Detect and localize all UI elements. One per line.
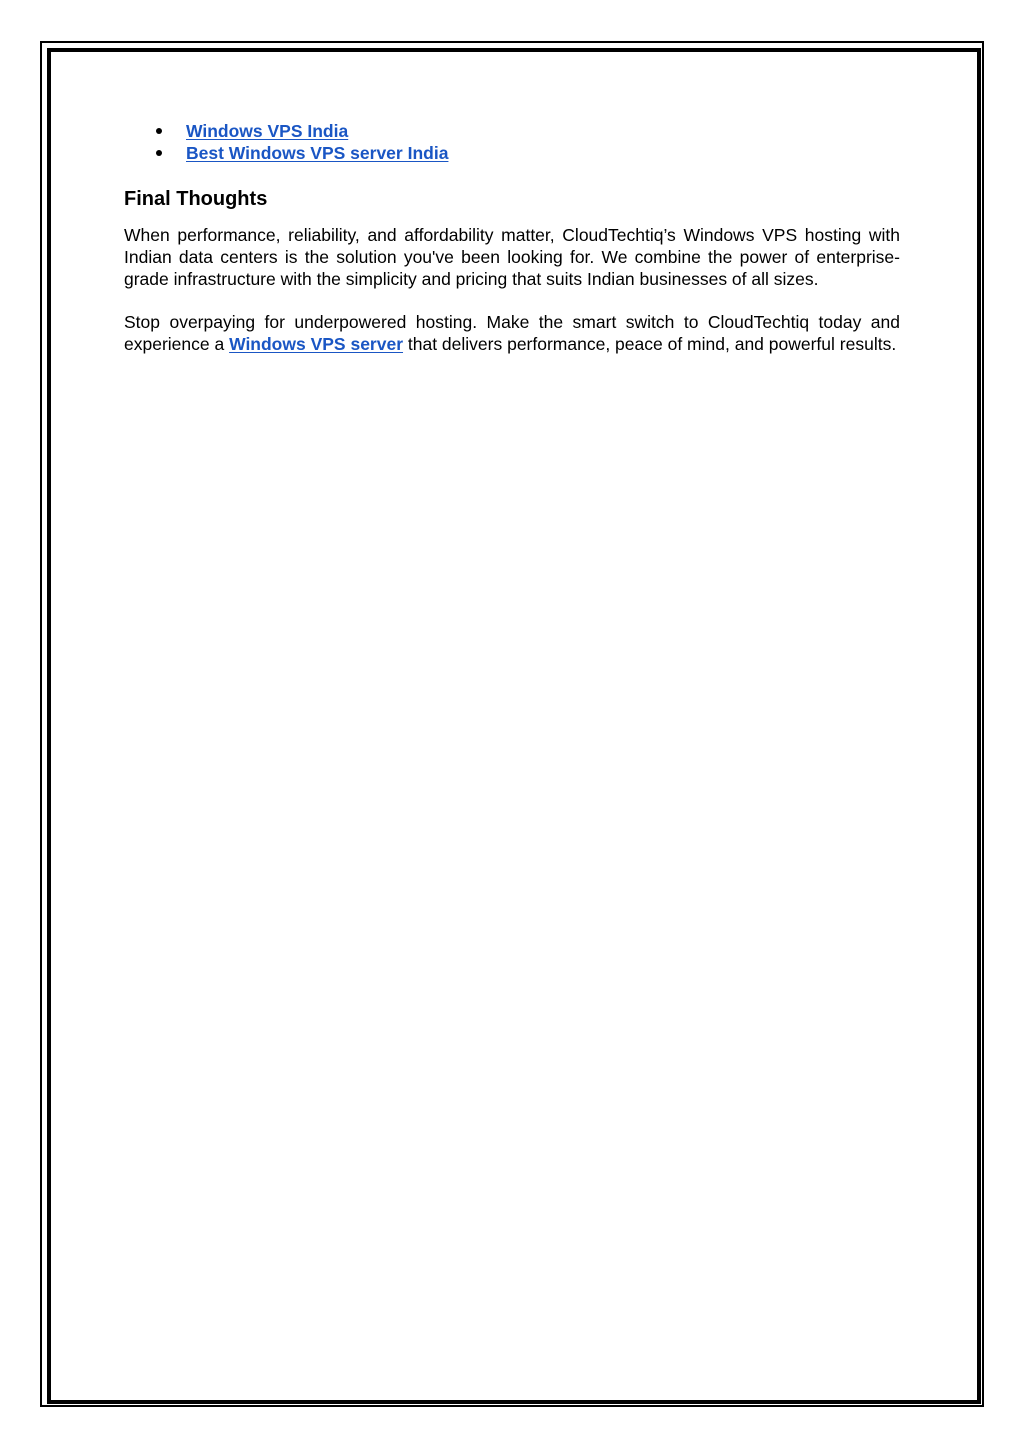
section-title: Final Thoughts (124, 188, 268, 210)
list-item (124, 142, 900, 164)
paragraph-2-before-link: Stop overpaying for underpowered hosting. Make the smart switch to CloudTechtiq today and experience a (124, 312, 900, 354)
paragraph-2 (124, 311, 900, 355)
windows-vps-server-link[interactable]: Windows VPS server (229, 334, 404, 354)
document-content (124, 120, 900, 355)
paragraph-1: When performance, reliability, and affordability matter, CloudTechtiq’s Windows VPS hosting with Indian data centers is the solution you've been looking for. We combine the power of enterprise-grade infrastructure with the simplicity and pricing that suits Indian businesses of all sizes. (124, 225, 900, 289)
bullet-icon (156, 128, 162, 134)
list-item (124, 120, 900, 142)
best-windows-vps-server-india-link[interactable]: Best Windows VPS server India (186, 143, 449, 163)
windows-vps-india-link[interactable]: Windows VPS India (186, 121, 349, 141)
links-list (124, 120, 900, 164)
paragraph-2-after-link: that delivers performance, peace of mind, and powerful results. (403, 334, 897, 354)
bullet-icon (156, 150, 162, 156)
